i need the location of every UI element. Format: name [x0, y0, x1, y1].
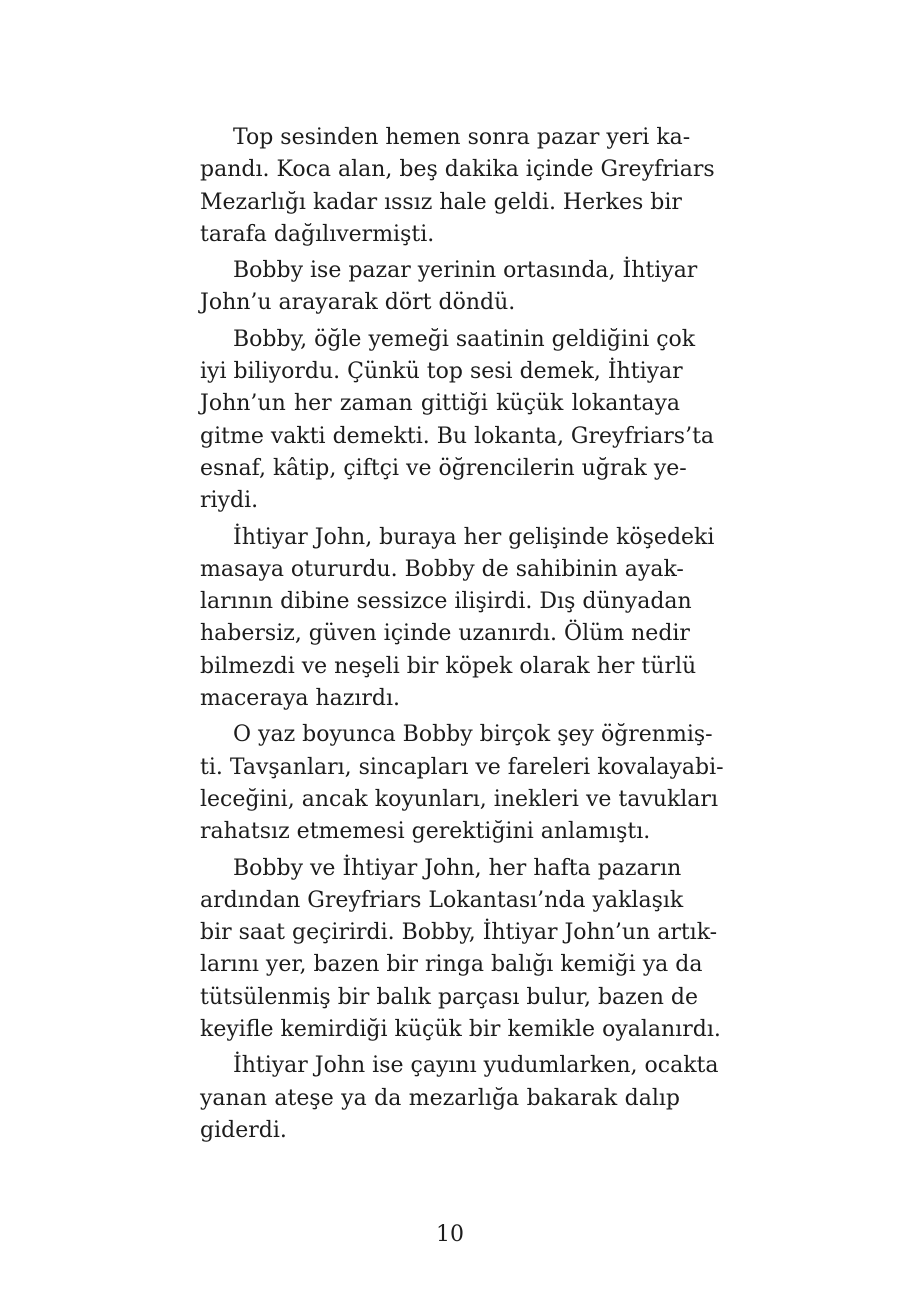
text-line: İhtiyar John, buraya her gelişinde köşedeki [233, 524, 715, 550]
text-line: pandı. Koca alan, beş dakika içinde Greyfriars [200, 157, 715, 183]
text-line: John’un her zaman gittiği küçük lokantaya [200, 391, 680, 417]
paragraph-6 [200, 853, 721, 1047]
paragraph-4 [200, 522, 715, 716]
text-line: esnaf, kâtip, çiftçi ve öğrencilerin uğrak ye- [200, 455, 687, 481]
text-line: Bobby ve İhtiyar John, her hafta pazarın [233, 855, 682, 881]
text-line: maceraya hazırdı. [200, 686, 401, 712]
text-line: yanan ateşe ya da mezarlığa bakarak dalıp [200, 1085, 680, 1111]
paragraph-3 [200, 324, 715, 518]
text-line: gitme vakti demekti. Bu lokanta, Greyfriars’ta [200, 423, 715, 449]
text-line: habersiz, güven içinde uzanırdı. Ölüm nedir [200, 621, 690, 647]
text-line: keyifle kemirdiği küçük bir kemikle oyalanırdı. [200, 1017, 721, 1043]
text-line: Mezarlığı kadar ıssız hale geldi. Herkes bir [200, 189, 682, 215]
paragraph-2 [200, 255, 698, 320]
text-line: giderdi. [200, 1117, 287, 1143]
text-line: Bobby ise pazar yerinin ortasında, İhtiyar [233, 258, 698, 284]
paragraph-1 [200, 122, 715, 251]
body-text [200, 122, 724, 1147]
text-line: rahatsız etmemesi gerektiğini anlamıştı. [200, 819, 651, 845]
text-line: bir saat geçirirdi. Bobby, İhtiyar John’un artık- [200, 920, 718, 946]
paragraph-7 [200, 1050, 719, 1147]
text-line: O yaz boyunca Bobby birçok şey öğrenmiş- [233, 722, 713, 748]
text-line: tütsülenmiş bir balık parçası bulur, bazen de [200, 984, 699, 1010]
page-number: 10 [436, 1222, 464, 1247]
text-line: ti. Tavşanları, sincapları ve fareleri kovalayabi- [200, 754, 724, 780]
paragraph-5 [200, 719, 724, 848]
text-line: leceğini, ancak koyunları, inekleri ve tavukları [200, 786, 718, 812]
text-line: larını yer, bazen bir ringa balığı kemiği ya da [200, 952, 703, 978]
text-line: bilmezdi ve neşeli bir köpek olarak her türlü [200, 653, 697, 679]
text-line: masaya otururdu. Bobby de sahibinin ayak- [200, 556, 684, 582]
text-line: Bobby, öğle yemeği saatinin geldiğini çok [233, 326, 696, 352]
text-line: iyi biliyordu. Çünkü top sesi demek, İhtiyar [200, 359, 683, 385]
text-line: riydi. [200, 488, 259, 514]
text-line: Top sesinden hemen sonra pazar yeri ka- [233, 125, 691, 150]
text-line: larının dibine sessizce ilişirdi. Dış dünyadan [200, 589, 692, 615]
text-line: ardından Greyfriars Lokantası’nda yaklaşık [200, 887, 684, 913]
text-line: John’u arayarak dört döndü. [200, 290, 516, 316]
text-line: tarafa dağılıvermişti. [200, 221, 435, 247]
text-line: İhtiyar John ise çayını yudumlarken, ocakta [233, 1053, 719, 1079]
